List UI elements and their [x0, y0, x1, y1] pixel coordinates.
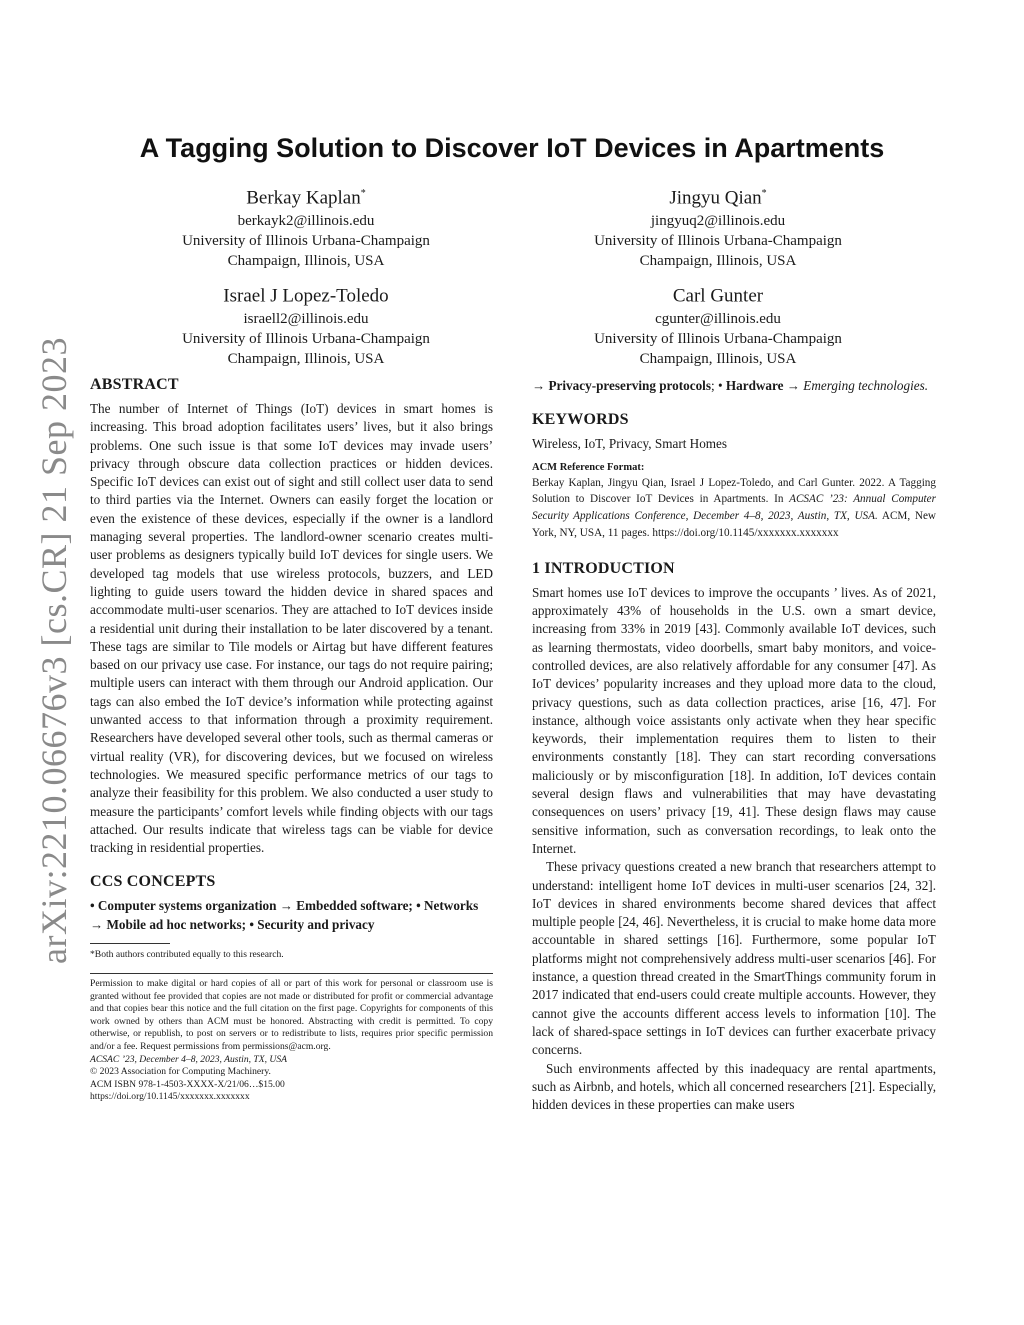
arxiv-stamp	[24, 336, 84, 964]
author-location: Champaign, Illinois, USA	[227, 351, 385, 368]
author-email: cgunter@illinois.edu	[655, 311, 781, 328]
author-name: Jingyu Qian*	[669, 187, 767, 209]
author-email: israell2@illinois.edu	[243, 311, 369, 328]
author-location: Champaign, Illinois, USA	[639, 351, 797, 368]
keywords-text: Wireless, IoT, Privacy, Smart Homes	[532, 436, 728, 452]
author-affiliation: University of Illinois Urbana-Champaign	[594, 331, 842, 348]
permission-notice: Permission to make digital or hard copies of all or part of this work for personal or classroom use is granted without fee provided that copies are not made or distributed for profit or commercial advantage and that copies bear this notice and the full citation on the first page. Copyrights for components of this work owned by others than ACM must be honored. Abstracting with credit is permitted. To copy otherwise, or republish, to post on servers or to redistribute to lists, requires prior specific permission and/or a fee. Request permissions from permissions@acm.org.	[90, 978, 493, 1052]
author-email: jingyuq2@illinois.edu	[650, 213, 786, 230]
left-column	[90, 376, 493, 1104]
footnote-rule	[90, 943, 170, 944]
author-name: Berkay Kaplan*	[246, 187, 366, 209]
introduction-paragraph-3: Such environments affected by this inadequacy are rental apartments, such as Airbnb, and hotels, which all concerned researchers [21]. Especially, hidden devices in these properties can make users	[532, 1060, 936, 1113]
acm-reference-heading: ACM Reference Format:	[532, 461, 645, 473]
author-location: Champaign, Illinois, USA	[639, 253, 797, 270]
author-name: Carl Gunter	[672, 285, 764, 307]
abstract-heading: ABSTRACT	[90, 376, 179, 393]
paper-title: A Tagging Solution to Discover IoT Devices in Apartments	[139, 133, 885, 163]
permission-rule	[90, 973, 493, 974]
right-column	[532, 376, 936, 1114]
acm-reference-text: Berkay Kaplan, Jingyu Qian, Israel J Lopez-Toledo, and Carl Gunter. 2022. A Tagging Solution to Discover IoT Devices in Apartments. In ACSAC ’23: Annual Computer Security Applications Conference, December 4–8, 2023, Austin, TX, USA. ACM, New York, NY, USA, 11 pages. https://doi.org/10.1145/xxxxxxx.xxxxxxx	[532, 476, 936, 539]
conference-line: ACSAC ’23, December 4–8, 2023, Austin, TX, USA	[90, 1053, 288, 1065]
author-email: berkayk2@illinois.edu	[237, 213, 375, 230]
author-affiliation: University of Illinois Urbana-Champaign	[182, 331, 430, 348]
arxiv-id[interactable]: arXiv:2210.06676v3 [cs.CR] 21 Sep 2023	[34, 336, 74, 964]
ccs-concepts-continued: → Privacy-preserving protocols; • Hardware → Emerging technologies.	[532, 378, 929, 393]
introduction-heading: 1 INTRODUCTION	[532, 559, 675, 577]
author-location: Champaign, Illinois, USA	[227, 253, 385, 270]
ccs-heading: CCS CONCEPTS	[90, 873, 216, 891]
author-block-4	[518, 280, 918, 369]
footnote: *Both authors contributed equally to this research.	[90, 949, 284, 961]
doi-link[interactable]: https://doi.org/10.1145/xxxxxxx.xxxxxxx	[90, 1091, 250, 1103]
author-block-3	[106, 280, 506, 369]
ccs-concepts: • Computer systems organization → Embedded software; • Networks → Mobile ad hoc networks; • Security and privacy	[90, 898, 479, 932]
author-affiliation: University of Illinois Urbana-Champaign	[594, 233, 842, 250]
isbn-line: ACM ISBN 978-1-4503-XXXX-X/21/06…$15.00	[90, 1078, 285, 1090]
author-block-2	[518, 182, 918, 271]
author-block-1	[106, 182, 506, 271]
author-name: Israel J Lopez-Toledo	[223, 285, 389, 307]
keywords-heading: KEYWORDS	[532, 411, 629, 429]
copyright-line: © 2023 Association for Computing Machinery.	[90, 1066, 271, 1078]
author-affiliation: University of Illinois Urbana-Champaign	[182, 233, 430, 250]
introduction-paragraph-1: Smart homes use IoT devices to improve the occupants ’ lives. As of 2021, approximately 43% of households in the U.S. own a smart device, increasing from 33% in 2019 [43]. Commonly available IoT devices, such as learning thermostats, video doorbells, smart baby monitors, and voice-controlled devices, are also relatively affordable for any consumer [47]. As IoT devices’ popularity increases and they upload more data to the cloud, privacy questions, such as data collection practices, arise [16, 47]. For instance, although voice assistants only activate when they hear specific keywords, their implementation requires them to listen to their environments constantly [18]. They can start recording conversations maliciously or by misconfiguration [18]. In addition, IoT devices contain several design flaws and vulnerabilities that may have devastating consequences on users’ privacy [19, 41]. These design flaws may cause sensitive information, such as conversation recordings, to leak onto the Internet.	[532, 584, 936, 856]
introduction-paragraph-2: These privacy questions created a new branch that researchers attempt to understand: intelligent home IoT devices in multi-user scenarios [24, 32]. IoT devices in shared environments become shared devices that affect multiple people [24, 46]. Nevertheless, it is crucial to make home data more accountable in shared settings [16]. Furthermore, some popular IoT platforms might not comprehensively address multi-user scenarios [46]. For instance, a question thread created in the SmartThings community forum in 2017 indicated that end-users could create multiple accounts. However, they cannot give the accounts different access levels to information [10]. The lack of shared-space settings in IoT devices can further exacerbate privacy concerns.	[532, 859, 936, 1058]
abstract-text: The number of Internet of Things (IoT) devices in smart homes is increasing. This broad adoption facilitates users’ lives, but it also brings problems. One such issue is that some IoT devices may invade users’ privacy through obscure data collection practices or hidden devices. Specific IoT devices can exist out of sight and still collect user data to send to third parties via the Internet. Owners can easily forget the location or even the existence of these devices, especially if the owner is a landlord managing several properties. The landlord-owner scenario creates multi-user problems as designers typically build IoT devices for single users. We developed tag models that use wireless protocols, buzzers, and LED lighting to guide users toward the hidden device in shared spaces and accommodate multi-user scenarios. They are attached to IoT devices inside a residential unit during their installation to be later discovered by a tenant. These tags are similar to Tile models or Airtag but have different features based on our privacy use case. For instance, our tags do not require pairing; multiple users can interact with them through our Android application. Our tags can also embed the IoT device’s information while protecting against unwanted access to that information through a proximity requirement. Researchers have developed several other tools, such as thermal cameras or virtual reality (VR), for discovering devices, but we focused on wireless technologies. We measured specific performance metrics of our tags to analyze their feasibility for this problem. We also conducted a user study to measure the participants’ comfort levels while finding objects with our tags attached. Our results indicate that wireless tags can be viable for device tracking in residential properties.	[90, 401, 493, 856]
